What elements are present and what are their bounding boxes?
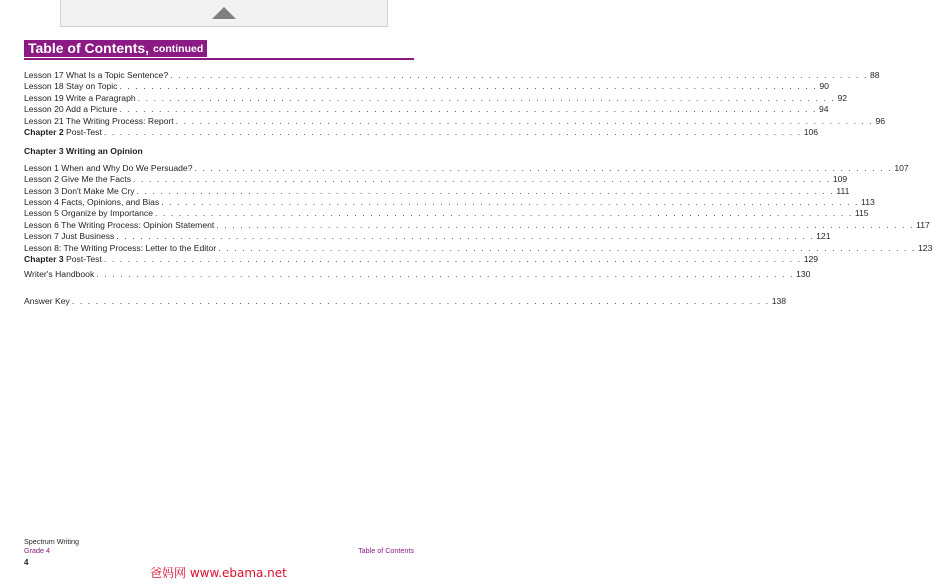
toc-entry-page: 106	[803, 127, 819, 138]
toc-entry-page: 88	[869, 70, 880, 80]
toc-entry-label: Lesson 18 Stay on Topic	[24, 81, 118, 92]
dot-leader: . . . . . . . . . . . . . . . . . . . . . . . . . . . . . . . . . . . . . . . . . . . . . . . . . . . . . . . . . . . . . . . . . . . . . . . . . . . . . . . . . . . . . . . .	[170, 70, 868, 80]
toc-entry-writers-handbook[interactable]	[24, 268, 811, 280]
toc-entry-label: Lesson 20 Add a Picture	[24, 104, 118, 115]
toc-entry-answer-key[interactable]	[24, 295, 787, 307]
toc-entry-label	[24, 254, 102, 265]
chapter-3-heading: Chapter 3 Writing an Opinion	[24, 146, 143, 157]
toc-entry-label: Lesson 5 Organize by Importance	[24, 208, 153, 219]
dot-leader: . . . . . . . . . . . . . . . . . . . . . . . . . . . . . . . . . . . . . . . . . . . . . . . . . . . . . . . . . . . . . . . . . . . . . . . . . . . . . . . . . . . . . . . .	[218, 242, 917, 253]
toc-entry-page: 121	[816, 231, 831, 242]
toc-entry-chapter-3-post-test[interactable]	[24, 254, 819, 265]
toc-entry-page: 107	[894, 162, 909, 173]
toc-entry[interactable]	[24, 104, 829, 115]
toc-entry[interactable]	[24, 92, 848, 104]
dot-leader: . . . . . . . . . . . . . . . . . . . . . . . . . . . . . . . . . . . . . . . . . . . . . . . . . . . . . . . . . . . . . . . . . . . . . . . . . . . . . . . . . . . . . . . .	[103, 254, 802, 265]
toc-entry[interactable]	[24, 115, 886, 127]
toc-entry[interactable]	[24, 197, 875, 208]
toc-entry-label: Lesson 6 The Writing Process: Opinion Statement	[24, 219, 215, 230]
toc-entry-page: 129	[803, 254, 819, 265]
toc-entry-label	[24, 127, 102, 138]
toc-entry[interactable]	[24, 81, 829, 92]
toc-entry-label: Lesson 3 Don't Make Me Cry	[24, 185, 135, 196]
dot-leader: . . . . . . . . . . . . . . . . . . . . . . . . . . . . . . . . . . . . . . . . . . . . . . . . . . . . . . . . . . . . . . . . . . . . . . . . . . . . . . . . . . . . . . . .	[136, 185, 835, 196]
toc-entry-page: 90	[819, 81, 829, 92]
footer-grade: Grade 4	[24, 546, 50, 555]
dot-leader: . . . . . . . . . . . . . . . . . . . . . . . . . . . . . . . . . . . . . . . . . . . . . . . . . . . . . . . . . . . . . . . . . . . . . . . . . . . . . . . . . . . . . . . .	[161, 197, 860, 208]
page-title: Table of Contents,	[28, 40, 150, 56]
chapter-label: Chapter 2	[24, 127, 64, 138]
toc-entry-label: Writer's Handbook	[24, 268, 95, 279]
toc-entry[interactable]	[24, 174, 848, 185]
page-title-banner	[24, 40, 207, 57]
toc-entry-label: Lesson 21 The Writing Process: Report	[24, 115, 174, 126]
dot-leader: . . . . . . . . . . . . . . . . . . . . . . . . . . . . . . . . . . . . . . . . . . . . . . . . . . . . . . . . . . . . . . . . . . . . . . . . . . . . . . . . . . . . . . . .	[71, 295, 770, 306]
toc-entry-label: Lesson 2 Give Me the Facts	[24, 174, 131, 185]
toc-entry-page: 92	[837, 92, 848, 103]
title-divider	[24, 58, 414, 60]
dot-leader: . . . . . . . . . . . . . . . . . . . . . . . . . . . . . . . . . . . . . . . . . . . . . . . . . . . . . . . . . . . . . . . . . . . . . . . . . . . . . . . . . . . . . . . .	[137, 92, 836, 103]
toc-entry[interactable]	[24, 242, 932, 254]
toc-entry[interactable]	[24, 208, 869, 219]
post-test-label: Post-Test	[63, 127, 102, 138]
table-of-contents	[24, 70, 932, 307]
toc-entry[interactable]	[24, 70, 880, 81]
dot-leader: . . . . . . . . . . . . . . . . . . . . . . . . . . . . . . . . . . . . . . . . . . . . . . . . . . . . . . . . . . . . . . . . . . . . . . . . . . . . . . . . . . . . . . . .	[154, 208, 853, 219]
toc-entry-label: Lesson 19 Write a Paragraph	[24, 92, 136, 103]
toc-entry-page: 117	[916, 219, 930, 230]
toc-entry-chapter-2-post-test[interactable]	[24, 127, 819, 138]
watermark: 爸妈网 www.ebama.net	[150, 566, 287, 580]
toc-entry-label: Lesson 7 Just Business	[24, 231, 115, 242]
previous-page-tab[interactable]	[60, 0, 388, 27]
dot-leader: . . . . . . . . . . . . . . . . . . . . . . . . . . . . . . . . . . . . . . . . . . . . . . . . . . . . . . . . . . . . . . . . . . . . . . . . . . . . . . . . . . . . . . . .	[119, 104, 818, 115]
dot-leader: . . . . . . . . . . . . . . . . . . . . . . . . . . . . . . . . . . . . . . . . . . . . . . . . . . . . . . . . . . . . . . . . . . . . . . . . . . . . . . . . . . . . . . . .	[175, 115, 874, 126]
dot-leader: . . . . . . . . . . . . . . . . . . . . . . . . . . . . . . . . . . . . . . . . . . . . . . . . . . . . . . . . . . . . . . . . . . . . . . . . . . . . . . . . . . . . . . . .	[216, 219, 915, 230]
dot-leader: . . . . . . . . . . . . . . . . . . . . . . . . . . . . . . . . . . . . . . . . . . . . . . . . . . . . . . . . . . . . . . . . . . . . . . . . . . . . . . . . . . . . . . . .	[194, 162, 893, 173]
toc-entry-page: 123	[918, 242, 932, 253]
toc-entry-page: 138	[771, 295, 787, 306]
toc-entry-page: 113	[861, 197, 875, 208]
toc-entry-label: Lesson 8: The Writing Process: Letter to the Editor	[24, 242, 217, 253]
toc-entry-page: 111	[836, 185, 850, 196]
toc-entry[interactable]	[24, 185, 850, 197]
toc-entry-page: 94	[819, 104, 829, 115]
footer-brand: Spectrum Writing	[24, 537, 79, 546]
post-test-label: Post-Test	[63, 254, 102, 265]
toc-entry-page: 109	[832, 174, 848, 185]
toc-entry-label: Answer Key	[24, 295, 70, 306]
chapter-label: Chapter 3	[24, 254, 64, 265]
dot-leader: . . . . . . . . . . . . . . . . . . . . . . . . . . . . . . . . . . . . . . . . . . . . . . . . . . . . . . . . . . . . . . . . . . . . . . . . . . . . . . . . . . . . . . . .	[119, 81, 818, 92]
footer-section-title: Table of Contents	[358, 546, 414, 555]
dot-leader: . . . . . . . . . . . . . . . . . . . . . . . . . . . . . . . . . . . . . . . . . . . . . . . . . . . . . . . . . . . . . . . . . . . . . . . . . . . . . . . . . . . . . . . .	[116, 231, 815, 242]
toc-entry-page: 115	[854, 208, 869, 219]
page-subtitle: continued	[153, 43, 204, 55]
toc-entry[interactable]	[24, 219, 930, 231]
toc-entry-label: Lesson 4 Facts, Opinions, and Bias	[24, 197, 160, 208]
toc-entry[interactable]	[24, 231, 831, 242]
dot-leader: . . . . . . . . . . . . . . . . . . . . . . . . . . . . . . . . . . . . . . . . . . . . . . . . . . . . . . . . . . . . . . . . . . . . . . . . . . . . . . . . . . . . . . . .	[103, 127, 802, 138]
dot-leader: . . . . . . . . . . . . . . . . . . . . . . . . . . . . . . . . . . . . . . . . . . . . . . . . . . . . . . . . . . . . . . . . . . . . . . . . . . . . . . . . . . . . . . . .	[96, 268, 795, 279]
dot-leader: . . . . . . . . . . . . . . . . . . . . . . . . . . . . . . . . . . . . . . . . . . . . . . . . . . . . . . . . . . . . . . . . . . . . . . . . . . . . . . . . . . . . . . . .	[133, 174, 831, 185]
toc-entry-page: 96	[875, 115, 886, 126]
toc-entry-label: Lesson 17 What Is a Topic Sentence?	[24, 70, 169, 80]
toc-entry-page: 130	[796, 268, 811, 279]
page-number: 4	[24, 558, 29, 567]
chevron-up-icon[interactable]	[212, 7, 236, 19]
toc-entry-label: Lesson 1 When and Why Do We Persuade?	[24, 162, 193, 173]
toc-entry[interactable]	[24, 162, 909, 174]
